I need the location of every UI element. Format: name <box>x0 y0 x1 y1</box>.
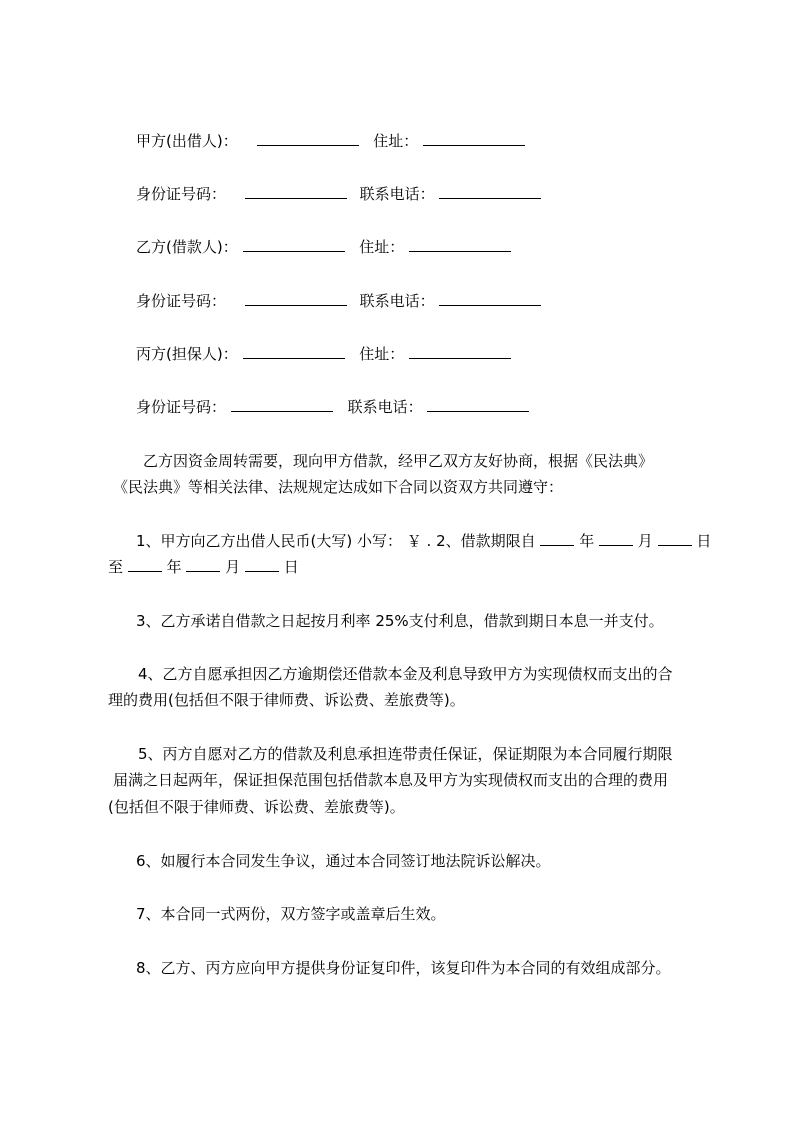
start-month-blank[interactable] <box>599 531 633 546</box>
party-b-address-label: 住址： <box>359 238 405 256</box>
party-c-address-blank[interactable] <box>409 344 511 359</box>
clause-5-line-1: 5、丙方自愿对乙方的借款及利息承担连带责任保证，保证期限为本合同履行期限 <box>138 745 673 763</box>
party-a-address-label: 住址： <box>373 132 419 150</box>
start-day-blank[interactable] <box>658 531 692 546</box>
clause-1-line-1 <box>136 531 711 551</box>
party-c-line <box>136 344 511 364</box>
end-day-blank[interactable] <box>245 557 279 572</box>
intro-line-1: 乙方因资金周转需要，现向甲方借款，经甲乙双方友好协商，根据《民法典》 <box>143 452 654 470</box>
party-b-name-blank[interactable] <box>243 237 345 252</box>
end-month-label: 月 <box>225 558 241 576</box>
party-b-label: 乙方(借款人)： <box>136 238 238 256</box>
clause-1-text: 1、甲方向乙方出借人民币(大写) 小写： ￥ . 2、借款期限自 <box>136 532 536 550</box>
party-b-phone-blank[interactable] <box>439 291 541 306</box>
party-b-id-label: 身份证号码： <box>136 292 227 310</box>
party-b-id-blank[interactable] <box>245 291 347 306</box>
party-b-phone-label: 联系电话： <box>359 292 435 310</box>
clause-7: 7、本合同一式两份，双方签字或盖章后生效。 <box>136 905 446 923</box>
party-a-line <box>136 131 525 151</box>
party-b-address-blank[interactable] <box>409 237 511 252</box>
party-b-id-line <box>136 291 541 311</box>
end-year-label: 年 <box>166 558 182 576</box>
clause-3: 3、乙方承诺自借款之日起按月利率 25%支付利息，借款到期日本息一并支付。 <box>136 612 664 630</box>
start-month-label: 月 <box>637 532 653 550</box>
start-day-label: 日 <box>696 532 712 550</box>
party-a-label: 甲方(出借人)： <box>136 132 238 150</box>
clause-5-line-2: 届满之日起两年，保证担保范围包括借款本息及甲方为实现债权而支出的合理的费用 <box>113 771 669 789</box>
party-a-id-label: 身份证号码： <box>136 185 227 203</box>
end-day-label: 日 <box>283 558 299 576</box>
start-year-label: 年 <box>579 532 595 550</box>
party-a-id-line <box>136 184 541 204</box>
clause-6: 6、如履行本合同发生争议，通过本合同签订地法院诉讼解决。 <box>136 852 551 870</box>
party-c-address-label: 住址： <box>359 345 405 363</box>
party-c-id-line <box>136 397 529 417</box>
party-c-phone-blank[interactable] <box>427 397 529 412</box>
end-to-label: 至 <box>108 558 124 576</box>
intro-line-2: 《民法典》等相关法律、法规规定达成如下合同以资双方共同遵守： <box>113 478 564 496</box>
party-c-label: 丙方(担保人)： <box>136 345 238 363</box>
clause-4-line-1: 4、乙方自愿承担因乙方逾期偿还借款本金及利息导致甲方为实现债权而支出的合 <box>138 665 673 683</box>
party-a-id-blank[interactable] <box>245 184 347 199</box>
party-b-line <box>136 237 511 257</box>
end-month-blank[interactable] <box>186 557 220 572</box>
clause-5-line-3: (包括但不限于律师费、诉讼费、差旅费等)。 <box>108 798 405 816</box>
party-a-address-blank[interactable] <box>423 131 525 146</box>
party-c-id-label: 身份证号码： <box>136 398 227 416</box>
party-c-id-blank[interactable] <box>231 397 333 412</box>
start-year-blank[interactable] <box>540 531 574 546</box>
clause-4-line-2: 理的费用(包括但不限于律师费、诉讼费、差旅费等)。 <box>108 691 465 709</box>
party-c-name-blank[interactable] <box>243 344 345 359</box>
party-c-phone-label: 联系电话： <box>347 398 423 416</box>
party-a-phone-label: 联系电话： <box>359 185 435 203</box>
end-year-blank[interactable] <box>128 557 162 572</box>
party-a-name-blank[interactable] <box>257 131 359 146</box>
party-a-phone-blank[interactable] <box>439 184 541 199</box>
clause-1-line-2 <box>108 557 299 577</box>
clause-8: 8、乙方、丙方应向甲方提供身份证复印件，该复印件为本合同的有效组成部分。 <box>136 959 671 977</box>
